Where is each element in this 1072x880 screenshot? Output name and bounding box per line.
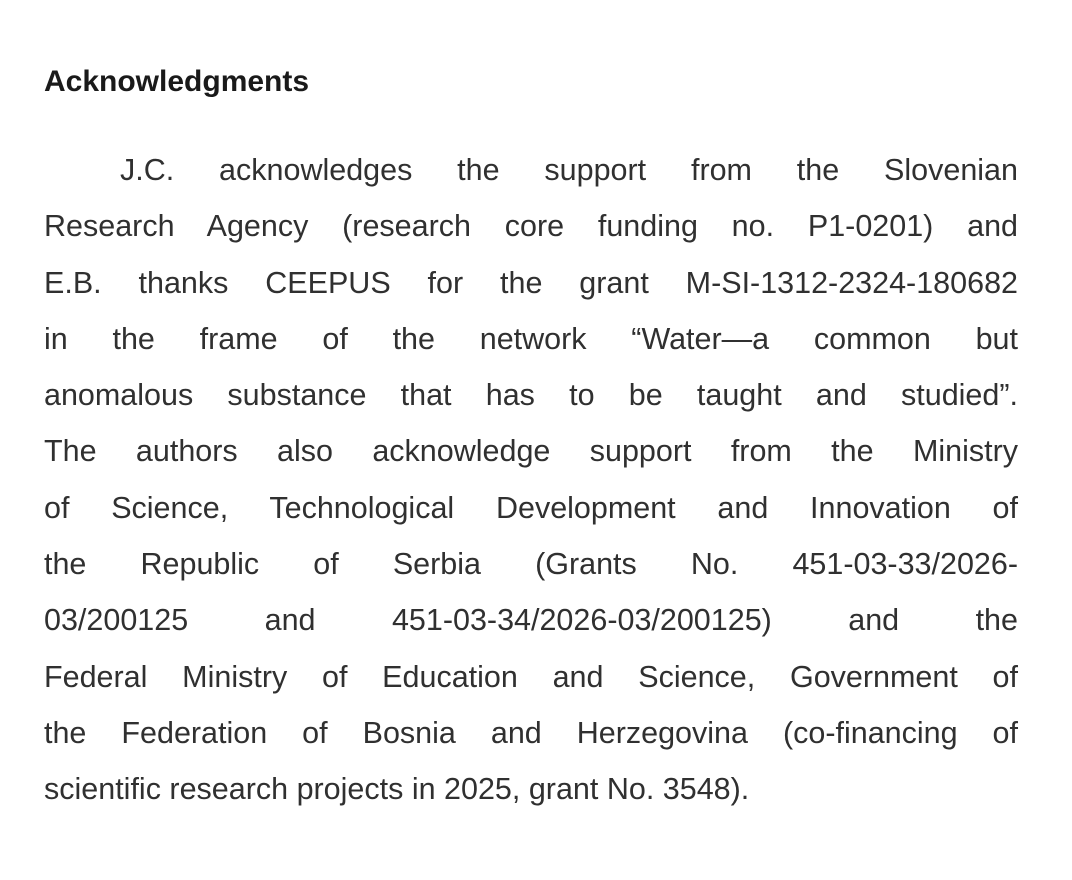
paragraph-line: Federal Ministry of Education and Science, Government of — [44, 659, 1018, 694]
paragraph-line: of Science, Technological Development and Innovation of — [44, 490, 1018, 525]
paragraph-line: J.C. acknowledges the support from the Slovenian — [120, 153, 1018, 187]
paragraph-line: in the frame of the network “Water—a common but — [44, 321, 1018, 356]
paragraph-line: scientific research projects in 2025, grant No. 3548). — [44, 772, 750, 807]
acknowledgments-section — [44, 58, 1018, 818]
section-heading: Acknowledgments — [44, 65, 310, 98]
paragraph-line: the Republic of Serbia (Grants No. 451-03-33/2026- — [44, 547, 1018, 582]
paragraph-line: E.B. thanks CEEPUS for the grant M-SI-1312-2324-180682 — [44, 265, 1018, 300]
paragraph-line: Research Agency (research core funding no. P1-0201) and — [44, 209, 1018, 244]
paragraph-line: 03/200125 and 451-03-34/2026-03/200125) and the — [44, 603, 1018, 638]
acknowledgments-paragraph — [44, 142, 1018, 818]
paragraph-line: the Federation of Bosnia and Herzegovina (co-financing of — [44, 715, 1018, 750]
paragraph-line: anomalous substance that has to be taught and studied”. — [44, 378, 1018, 413]
paragraph-line: The authors also acknowledge support from the Ministry — [44, 434, 1018, 469]
